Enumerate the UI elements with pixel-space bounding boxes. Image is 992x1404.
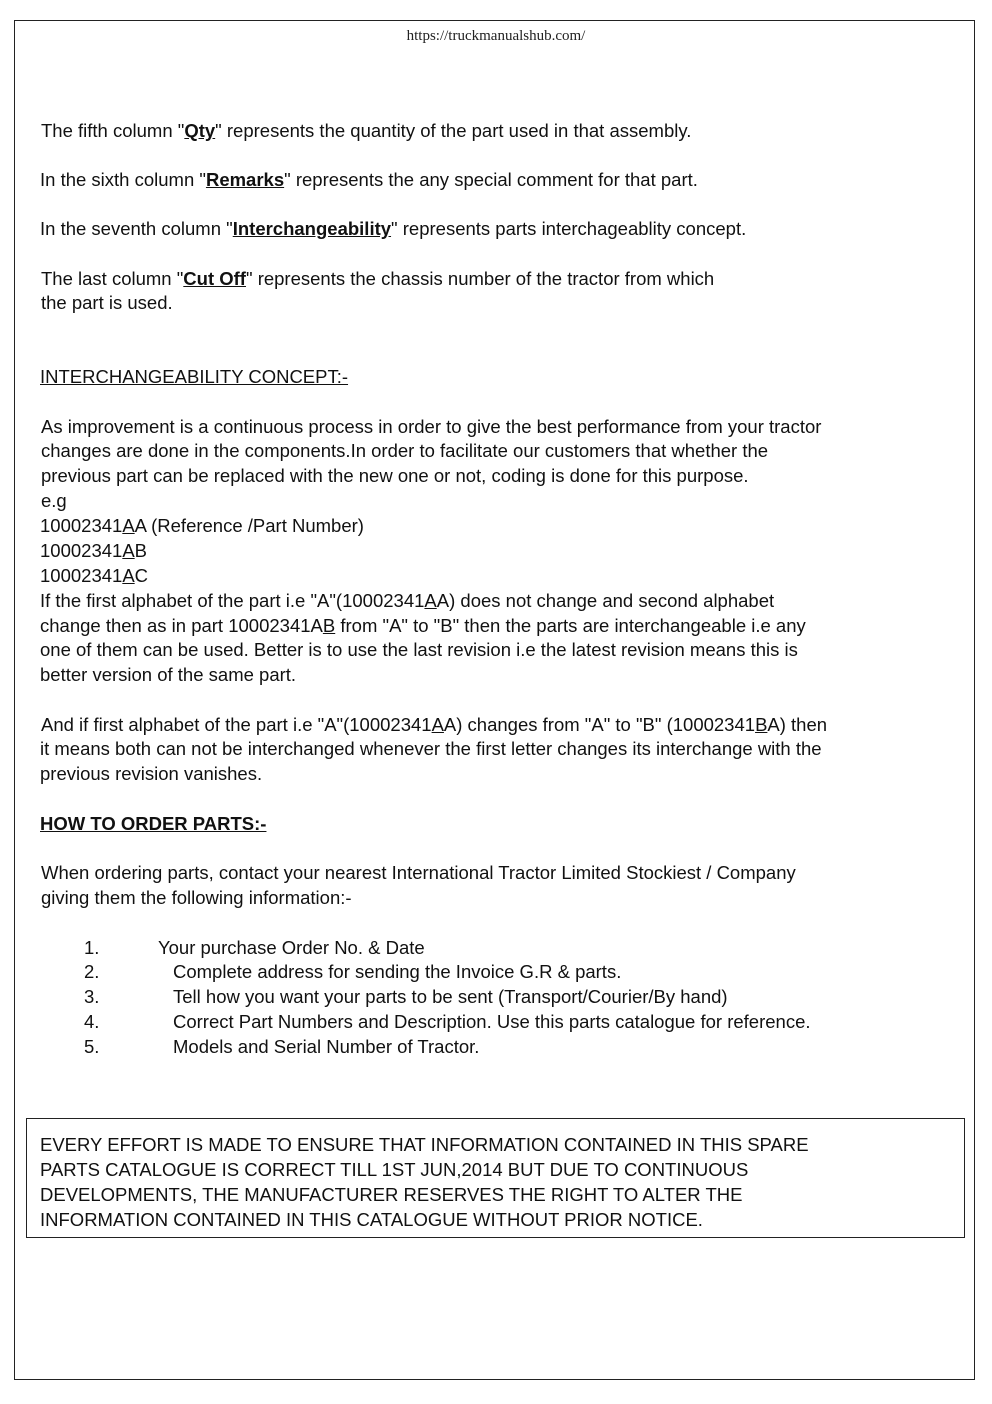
example-first-letter: A	[122, 565, 135, 586]
disclaimer-line3: DEVELOPMENTS, THE MANUFACTURER RESERVES THE RIGHT TO ALTER THE	[40, 1184, 743, 1205]
text-span: A) then	[767, 714, 828, 735]
order-item-text: Models and Serial Number of Tractor.	[173, 1036, 480, 1057]
text-span: change then as in part 10002341A	[40, 615, 323, 636]
order-item-number: 1.	[84, 937, 100, 958]
example-base: 10002341	[40, 540, 123, 561]
remarks-post: " represents the any special comment for that part.	[284, 169, 698, 190]
order-item-number: 2.	[84, 961, 100, 982]
ordering-intro-line1: When ordering parts, contact your nearest International Tractor Limited Stockiest / Company	[41, 862, 796, 883]
interchange-para3-line2: it means both can not be interchanged whenever the first letter changes its interchange with the	[40, 738, 822, 759]
underlined-letter: A	[424, 590, 437, 611]
interchange-pre: In the seventh column "	[40, 218, 233, 239]
example-second-letter: A	[134, 515, 146, 536]
interchangeability-heading: INTERCHANGEABILITY CONCEPT:-	[40, 366, 349, 387]
example-part-number	[40, 513, 364, 538]
underlined-letter: A	[431, 714, 444, 735]
example-part-number	[40, 563, 148, 588]
order-item-number: 3.	[84, 986, 100, 1007]
disclaimer-line1: EVERY EFFORT IS MADE TO ENSURE THAT INFORMATION CONTAINED IN THIS SPARE	[40, 1134, 809, 1155]
example-part-number	[40, 538, 147, 563]
text-span: If the first alphabet of the part i.e "A"(10002341	[40, 590, 425, 611]
example-base: 10002341	[40, 565, 123, 586]
text-span: And if first alphabet of the part i.e "A"(10002341	[41, 714, 432, 735]
order-item-number: 4.	[84, 1011, 100, 1032]
disclaimer-line4: INFORMATION CONTAINED IN THIS CATALOGUE WITHOUT PRIOR NOTICE.	[40, 1209, 703, 1230]
interchange-para2-line1	[40, 588, 774, 613]
interchange-keyword: Interchangeability	[232, 218, 392, 239]
eg-label: e.g	[41, 490, 67, 511]
interchange-para1-line2: changes are done in the components.In order to facilitate our customers that whether the	[41, 440, 769, 461]
cutoff-column-description	[41, 266, 714, 291]
interchange-para2-line4: better version of the same part.	[40, 664, 297, 685]
disclaimer-line2: PARTS CATALOGUE IS CORRECT TILL 1ST JUN,2014 BUT DUE TO CONTINUOUS	[40, 1159, 749, 1180]
qty-column-description	[41, 118, 691, 143]
interchange-post: " represents parts interchageablity concept.	[391, 218, 747, 239]
ordering-intro-line2: giving them the following information:-	[41, 887, 352, 908]
interchange-para2-line2	[40, 613, 806, 638]
cutoff-keyword: Cut Off	[183, 268, 246, 289]
text-span: A) does not change and second alphabet	[436, 590, 775, 611]
qty-post: " represents the quantity of the part used in that assembly.	[215, 120, 692, 141]
interchange-para1-line3: previous part can be replaced with the new one or not, coding is done for this purpose.	[41, 465, 749, 486]
example-suffix: (Reference /Part Number)	[145, 515, 364, 536]
qty-pre: The fifth column "	[41, 120, 185, 141]
example-second-letter: C	[134, 565, 149, 586]
example-base: 10002341	[40, 515, 123, 536]
underlined-letter: B	[755, 714, 768, 735]
cutoff-post: " represents the chassis number of the tractor from which	[245, 268, 715, 289]
example-first-letter: A	[122, 515, 135, 536]
text-span: A) changes from "A" to "B" (10002341	[443, 714, 756, 735]
remarks-keyword: Remarks	[205, 169, 285, 190]
interchange-column-description	[40, 216, 746, 241]
order-item-text: Your purchase Order No. & Date	[158, 937, 425, 958]
remarks-column-description	[40, 167, 698, 192]
header-url: https://truckmanualshub.com/	[406, 28, 586, 44]
interchange-para3-line3: previous revision vanishes.	[40, 763, 263, 784]
example-first-letter: A	[122, 540, 135, 561]
text-span: from "A" to "B" then the parts are interchangeable i.e any	[335, 615, 806, 636]
example-second-letter: B	[134, 540, 147, 561]
order-item-text: Correct Part Numbers and Description. Use this parts catalogue for reference.	[173, 1011, 811, 1032]
cutoff-column-description-line2: the part is used.	[41, 292, 173, 313]
qty-keyword: Qty	[184, 120, 216, 141]
order-item-text: Complete address for sending the Invoice G.R & parts.	[173, 961, 622, 982]
remarks-pre: In the sixth column "	[40, 169, 206, 190]
interchange-para2-line3: one of them can be used. Better is to use the last revision i.e the latest revision means this is	[40, 639, 798, 660]
underlined-letter: B	[322, 615, 336, 636]
cutoff-pre: The last column "	[41, 268, 184, 289]
order-item-text: Tell how you want your parts to be sent (Transport/Courier/By hand)	[173, 986, 728, 1007]
order-item-number: 5.	[84, 1036, 100, 1057]
interchange-para3-line1	[41, 712, 827, 737]
how-to-order-heading: HOW TO ORDER PARTS:-	[40, 813, 267, 834]
interchange-para1-line1: As improvement is a continuous process in order to give the best performance from your tractor	[41, 416, 822, 437]
